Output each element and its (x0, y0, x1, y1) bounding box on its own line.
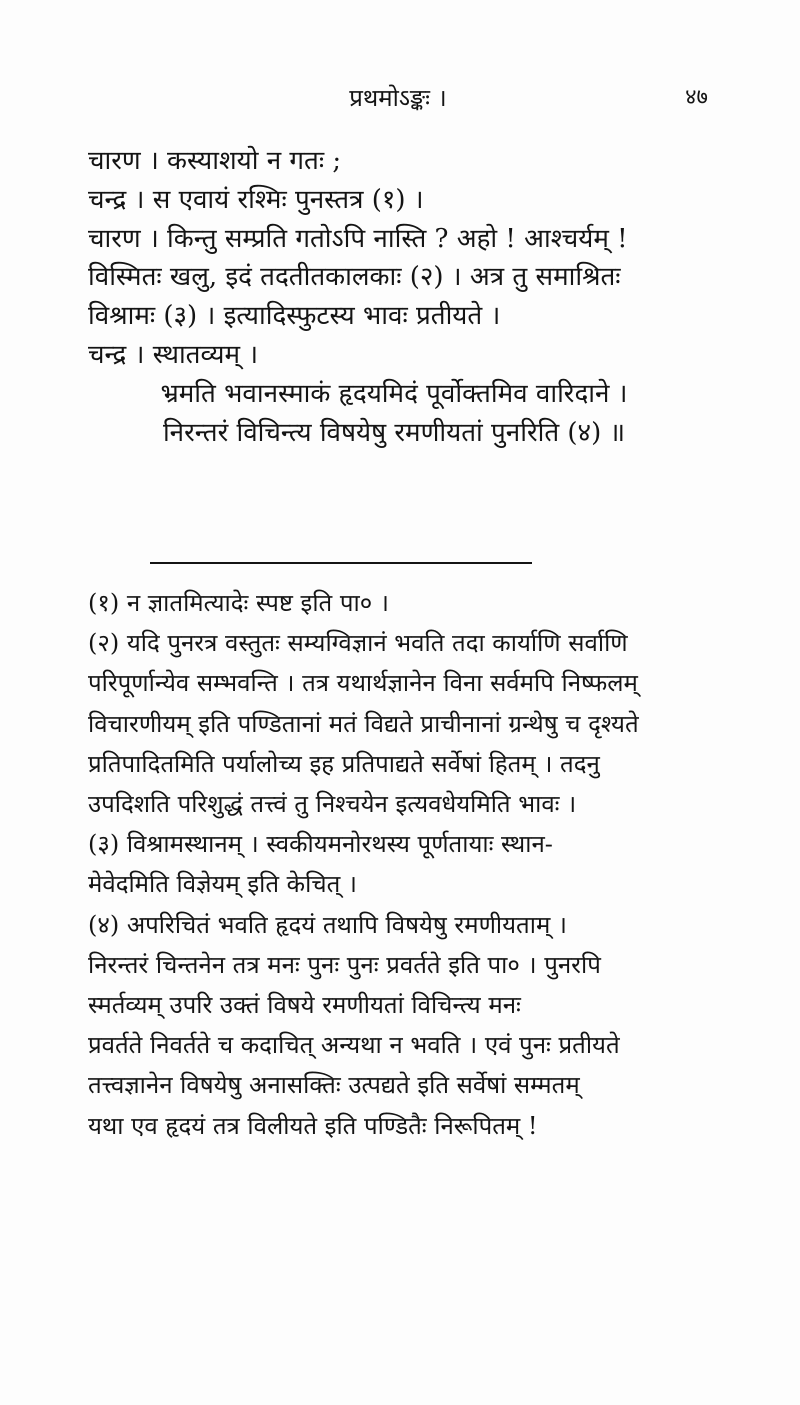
footnote-line: प्रवर्तते निवर्तते च कदाचित् अन्यथा न भवति । एवं पुनः प्रतीयते (88, 1031, 620, 1060)
footnote-line: मेवेदमिति विज्ञेयम् इति केचित् । (88, 870, 357, 899)
footnote-line: परिपूर्णान्येव सम्भवन्ति । तत्र यथार्थज्ञानेन विना सर्वमपि निष्फलम् (88, 669, 638, 698)
footnote-line: स्मर्तव्यम् उपरि उक्तं विषये रमणीयतां विचिन्त्य मनः (88, 991, 521, 1020)
footnote-separator (150, 562, 532, 564)
footnote-line: (३) विश्रामस्थानम् । स्वकीयमनोरथस्य पूर्णतायाः स्थान- (88, 830, 553, 859)
footnote-line: तत्त्वज्ञानेन विषयेषु अनासक्तिः उत्पद्यते इति सर्वेषां सम्मतम् (88, 1071, 580, 1100)
dialogue-line: चारण । किन्तु सम्प्रति गतोऽपि नास्ति ? अहो ! आश्चर्यम् ! (88, 223, 628, 254)
verse-line: निरन्तरं विचिन्त्य विषयेषु रमणीयतां पुनरिति (४) ॥ (162, 417, 626, 448)
dialogue-line: विस्मितः खलु, इदं तदतीतकालकाः (२) । अत्र तु समाश्रितः (88, 262, 621, 293)
verse-line: भ्रमति भवानस्माकं हृदयमिदं पूर्वोक्तमिव वारिदाने । (160, 378, 628, 409)
footnote-line: (४) अपरिचितं भवति हृदयं तथापि विषयेषु रमणीयताम् । (88, 910, 568, 939)
dialogue-block (88, 142, 700, 452)
footnotes (88, 583, 700, 1146)
footnote-line: उपदिशति परिशुद्धं तत्त्वं तु निश्चयेन इत्यवधेयमिति भावः । (88, 790, 577, 819)
running-head: प्रथमोऽङ्कः । (349, 84, 447, 112)
footnote-line: निरन्तरं चिन्तनेन तत्र मनः पुनः पुनः प्रवर्तते इति पा० । पुनरपि (88, 950, 601, 979)
page-number: ४७ (685, 85, 708, 110)
footnote-line: यथा एव हृदयं तत्र विलीयते इति पण्डितैः निरूपितम् ! (88, 1111, 538, 1140)
dialogue-line: चारण । कस्याशयो न गतः ; (88, 146, 342, 176)
footnote-line: (२) यदि पुनरत्र वस्तुतः सम्यग्विज्ञानं भवति तदा कार्याणि सर्वाणि (88, 629, 628, 658)
dialogue-line: चन्द्र । स्थातव्यम् । (88, 339, 259, 370)
footnote-line: (१) न ज्ञातमित्यादेः स्पष्ट इति पा० । (88, 589, 389, 617)
page-header (88, 80, 708, 116)
footnote-line: प्रतिपादितमिति पर्यालोच्य इह प्रतिपाद्यते सर्वेषां हितम् । तदनु (88, 749, 600, 778)
dialogue-line: चन्द्र । स एवायं रश्मिः पुनस्तत्र (१) । (88, 184, 424, 215)
dialogue-line: विश्रामः (३) । इत्यादिस्फुटस्य भावः प्रतीयते । (88, 301, 501, 332)
footnote-line: विचारणीयम् इति पण्डितानां मतं विद्यते प्राचीनानां ग्रन्थेषु च दृश्यते (88, 709, 639, 738)
